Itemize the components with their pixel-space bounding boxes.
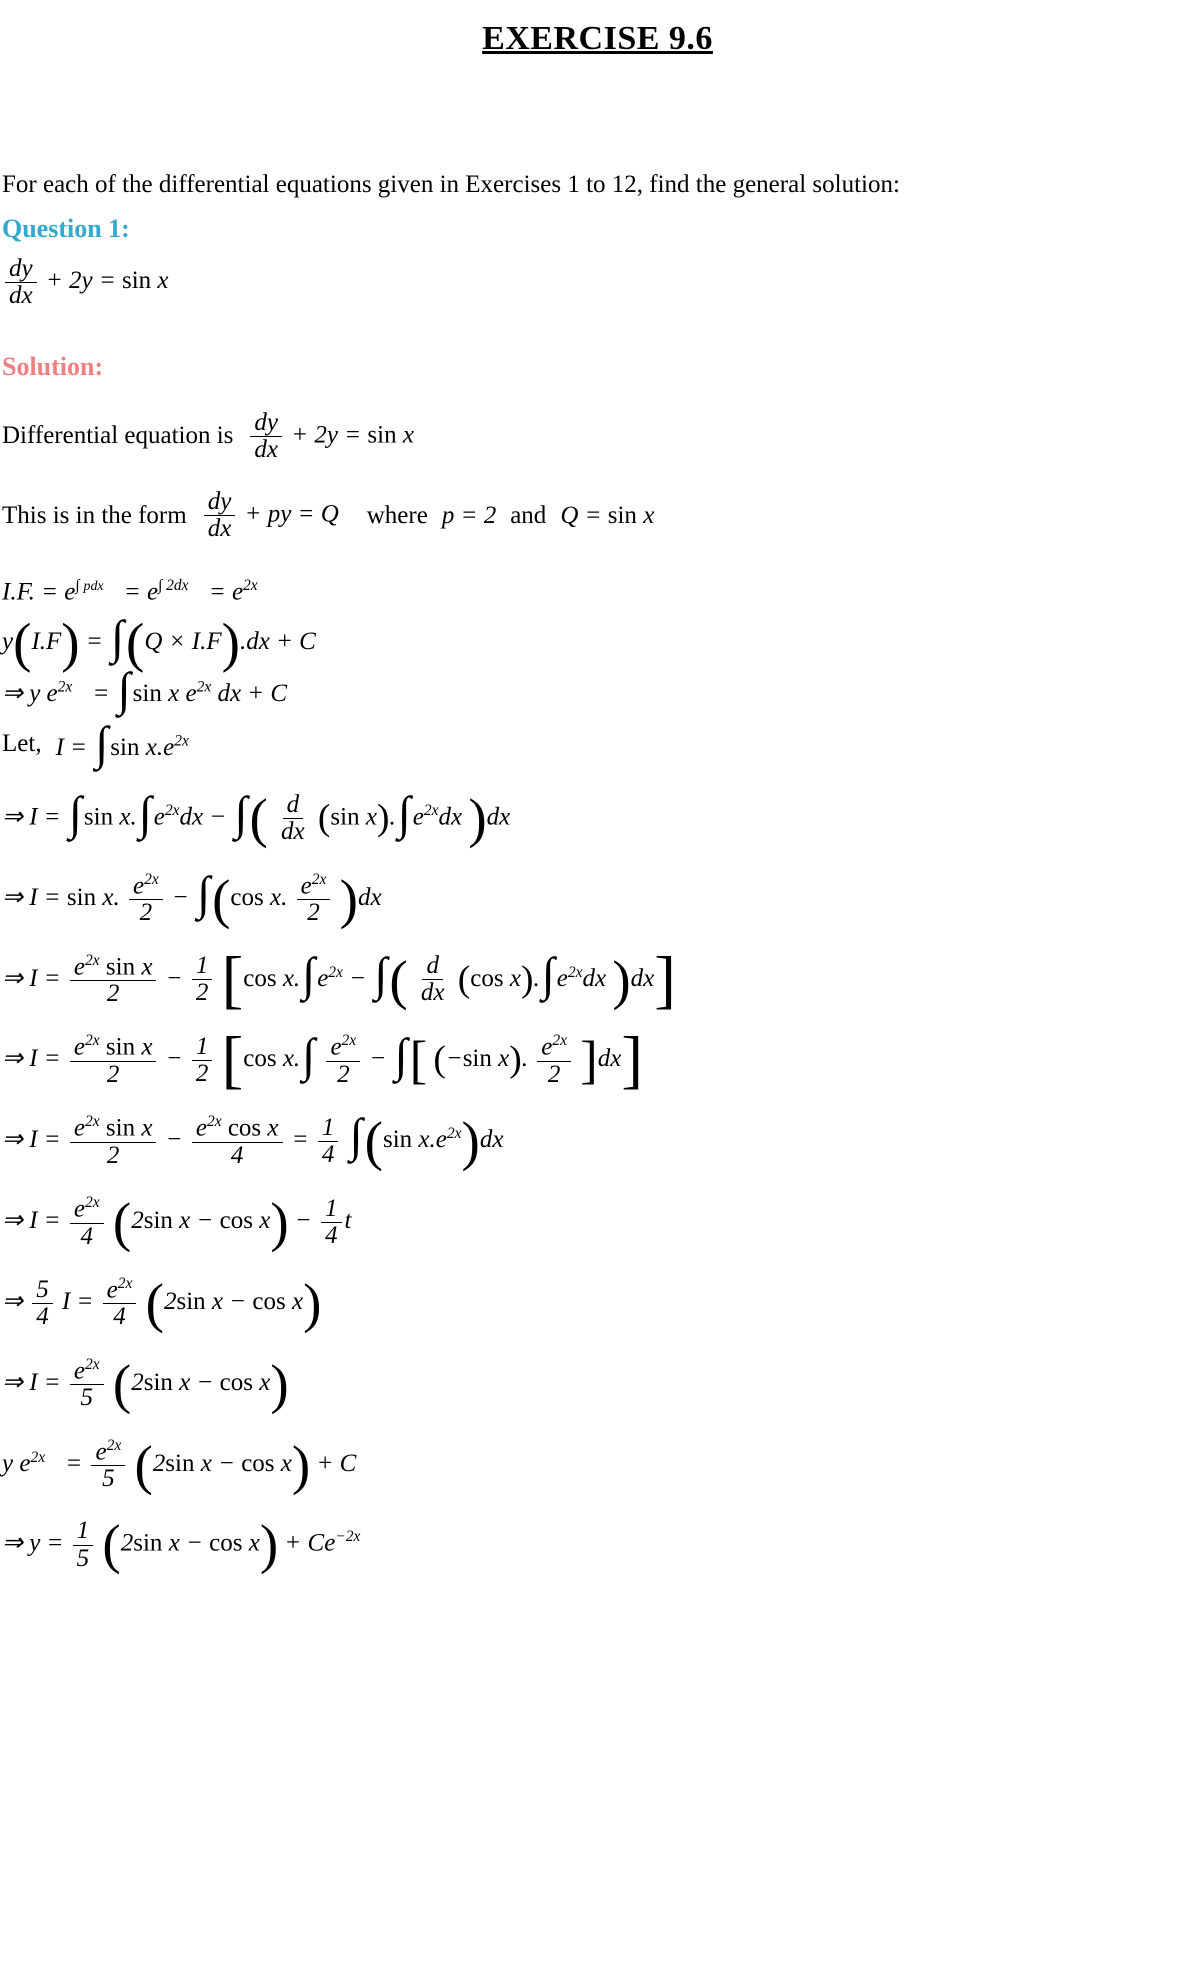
question-label: Question 1:: [2, 214, 130, 243]
let-text: Let,: [2, 730, 42, 758]
form-text-3: and: [510, 501, 547, 529]
by-parts-5-math: ⇒ I = $\frac{e^{2x} \sin x}{2}$ − $\frac{e^{2x} \cos x}{4}$ = $\frac{1}{4}$ ∫(sin $x.e^{2x})dx$: [2, 1110, 504, 1172]
solution-line-final-answer: [0, 1513, 1195, 1575]
solve-I-math: ⇒ I = $\frac{e^{2x}}{5}$ (2sin x − cos x): [2, 1352, 289, 1414]
solution-line-diff-eq-statement: [0, 410, 1195, 464]
solution-line-by-parts-3: [0, 943, 1195, 1016]
solution-line-let-I: [0, 718, 1195, 771]
solution-label: Solution:: [2, 351, 104, 381]
by-parts-4-math: ⇒ I = $\frac{e^{2x} \sin x}{2}$ − $\frac{1}{2}$ [cos x.∫ $\frac{e^{2x}}{2}$ − ∫[ (−sin x). $\frac{e^{2x}}{2}$ ]dx]: [2, 1024, 643, 1097]
solution-line-form-statement: [0, 489, 1195, 543]
form-math-2: p = 2: [441, 501, 497, 529]
diff-eq-math: $\frac{dy}{dx}$ + 2y = sin x: [247, 410, 414, 464]
collect-terms-math: ⇒ $\frac{5}{4}$ I = $\frac{e^{2x}}{4}$ (2sin x − cos x): [2, 1272, 322, 1334]
solution-line-back-substitute: [0, 1433, 1195, 1495]
document-page: [0, 14, 1195, 1982]
form-math-3: Q = sin x: [560, 501, 655, 529]
solution-line-substituted-solution: [0, 664, 1195, 717]
solution-line-general-solution-form: [0, 611, 1195, 673]
solution-line-by-parts-4: [0, 1024, 1195, 1097]
diff-eq-text: Differential equation is: [2, 422, 234, 450]
solution-line-collect-terms: [0, 1272, 1195, 1334]
solution-line-by-parts-2: [0, 867, 1195, 929]
form-math-1: $\frac{dy}{dx}$ + py = Q: [201, 489, 339, 543]
by-parts-3-math: ⇒ I = $\frac{e^{2x} \sin x}{2}$ − $\frac{1}{2}$ [cos $x.\int e^{2x}$ − ∫( $\frac{d}{dx}$ (cos $x).\int e^{2x}dx$ )dx]: [2, 943, 676, 1016]
question-equation: $\frac{dy}{dx}$ + 2y = sin x: [0, 256, 1195, 310]
back-substitute-math: y $e^{2x}$ = $\frac{e^{2x}}{5}$ (2sin x − cos x) + C: [2, 1433, 357, 1495]
integrating-factor-math: I.F. = $e^{\int pdx} = e^{\int 2dx} = e^{2x}$: [2, 576, 258, 605]
solution-line-by-parts-1: [0, 787, 1195, 849]
by-parts-6-math: ⇒ I = $\frac{e^{2x}}{4}$ (2sin x − cos x) − $\frac{1}{4}$ t: [2, 1191, 352, 1253]
by-parts-2-math: ⇒ I = sin x. $\frac{e^{2x}}{2}$ − ∫(cos x. $\frac{e^{2x}}{2}$ )dx: [2, 867, 382, 929]
exercise-instruction: For each of the differential equations given in Exercises 1 to 12, find the general solution:: [2, 171, 900, 198]
general-solution-form-math: y(I.F) = ∫(Q × I.F).dx + C: [2, 611, 316, 673]
form-text-1: This is in the form: [2, 501, 187, 529]
solution-line-solve-I: [0, 1352, 1195, 1414]
solution-line-by-parts-6: [0, 1191, 1195, 1253]
let-I-math: I = ∫sin $x.e^{2x}$: [55, 718, 189, 771]
solution-line-by-parts-5: [0, 1110, 1195, 1172]
by-parts-1-math: ⇒ I = ∫sin $x.\int e^{2x}dx$ − ∫( $\frac{d}{dx}$ (sin $x).\int e^{2x}dx$ )dx: [2, 787, 511, 849]
solution-line-integrating-factor: [0, 577, 1195, 606]
substituted-solution-math: ⇒ y $e^{2x} = \int\sin$ x $e^{2x}$ dx + C: [2, 664, 288, 717]
final-answer-math: ⇒ y = $\frac{1}{5}$ (2sin $x - \cos x) + Ce^{-2x}$: [2, 1513, 361, 1575]
page-title: EXERCISE 9.6: [482, 20, 713, 57]
form-text-2: where: [366, 501, 428, 529]
